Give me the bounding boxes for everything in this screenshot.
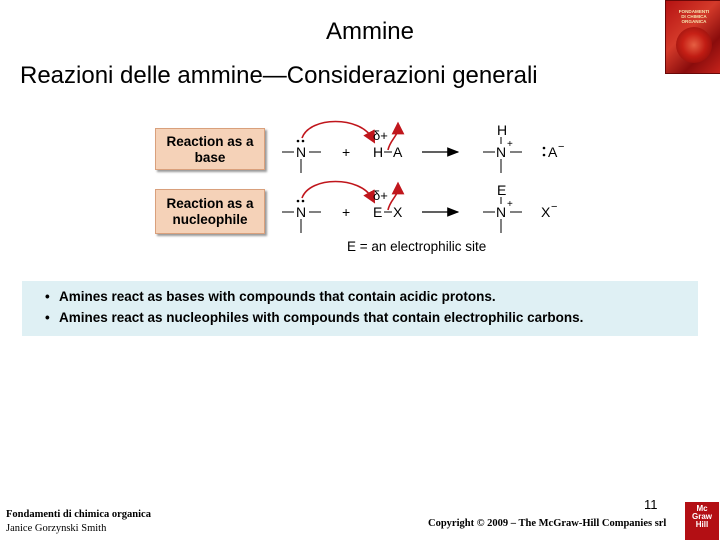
- lone-pair-dot: [543, 154, 546, 157]
- book-cover-title: FONDAMENTI DI CHIMICA ORGANICA: [678, 9, 710, 24]
- product-h: H: [497, 122, 508, 138]
- product-positive-charge: +: [507, 199, 513, 210]
- page-number: 11: [644, 497, 658, 512]
- footer-book-info: [6, 508, 151, 536]
- lone-pair-dot: [543, 147, 546, 150]
- lone-pair-dot: [302, 200, 305, 203]
- curved-arrow-amine-to-e: [302, 182, 372, 199]
- reagent-e: E: [373, 204, 383, 220]
- reaction-nucleophile-label: Reaction as a nucleophile: [155, 189, 265, 234]
- lone-pair-dot: [297, 200, 300, 203]
- reagent-x: X: [393, 204, 403, 220]
- product-nitrogen: N: [496, 144, 507, 160]
- summary-bullets: [22, 281, 698, 336]
- product-e: E: [497, 182, 507, 198]
- byproduct-negative-charge: −: [558, 141, 565, 153]
- plus-sign: +: [342, 204, 351, 220]
- electrophile-note: E = an electrophilic site: [347, 239, 487, 254]
- partial-charge: δ+: [373, 188, 388, 203]
- footer-author: Janice Gorzynski Smith: [6, 523, 107, 534]
- product-positive-charge: +: [507, 139, 513, 150]
- reagent-a: A: [393, 144, 403, 160]
- lone-pair-dot: [297, 140, 300, 143]
- byproduct-negative-charge: −: [551, 201, 558, 213]
- lone-pair-dot: [302, 140, 305, 143]
- copyright-notice: Copyright © 2009 – The McGraw-Hill Companies srl: [428, 518, 667, 529]
- bullet-item: • Amines react as bases with compounds that contain acidic protons.: [59, 286, 698, 307]
- plus-sign: +: [342, 144, 351, 160]
- byproduct-anion: X: [541, 204, 551, 220]
- curved-arrow-amine-to-h: [302, 122, 372, 139]
- product-nitrogen: N: [496, 204, 507, 220]
- reagent-h: H: [373, 144, 384, 160]
- byproduct-anion: A: [548, 144, 558, 160]
- amine-nitrogen: N: [296, 204, 307, 220]
- publisher-logo: Mc Graw Hill: [685, 502, 719, 540]
- footer-book-title: Fondamenti di chimica organica: [6, 509, 151, 520]
- partial-charge: δ+: [373, 128, 388, 143]
- slide-title: Ammine: [325, 18, 415, 45]
- slide-subtitle: Reazioni delle ammine—Considerazioni generali: [20, 62, 538, 89]
- reaction-base-label: Reaction as a base: [155, 128, 265, 170]
- amine-nitrogen: N: [296, 144, 307, 160]
- bullet-item: • Amines react as nucleophiles with compounds that contain electrophilic carbons.: [59, 307, 698, 328]
